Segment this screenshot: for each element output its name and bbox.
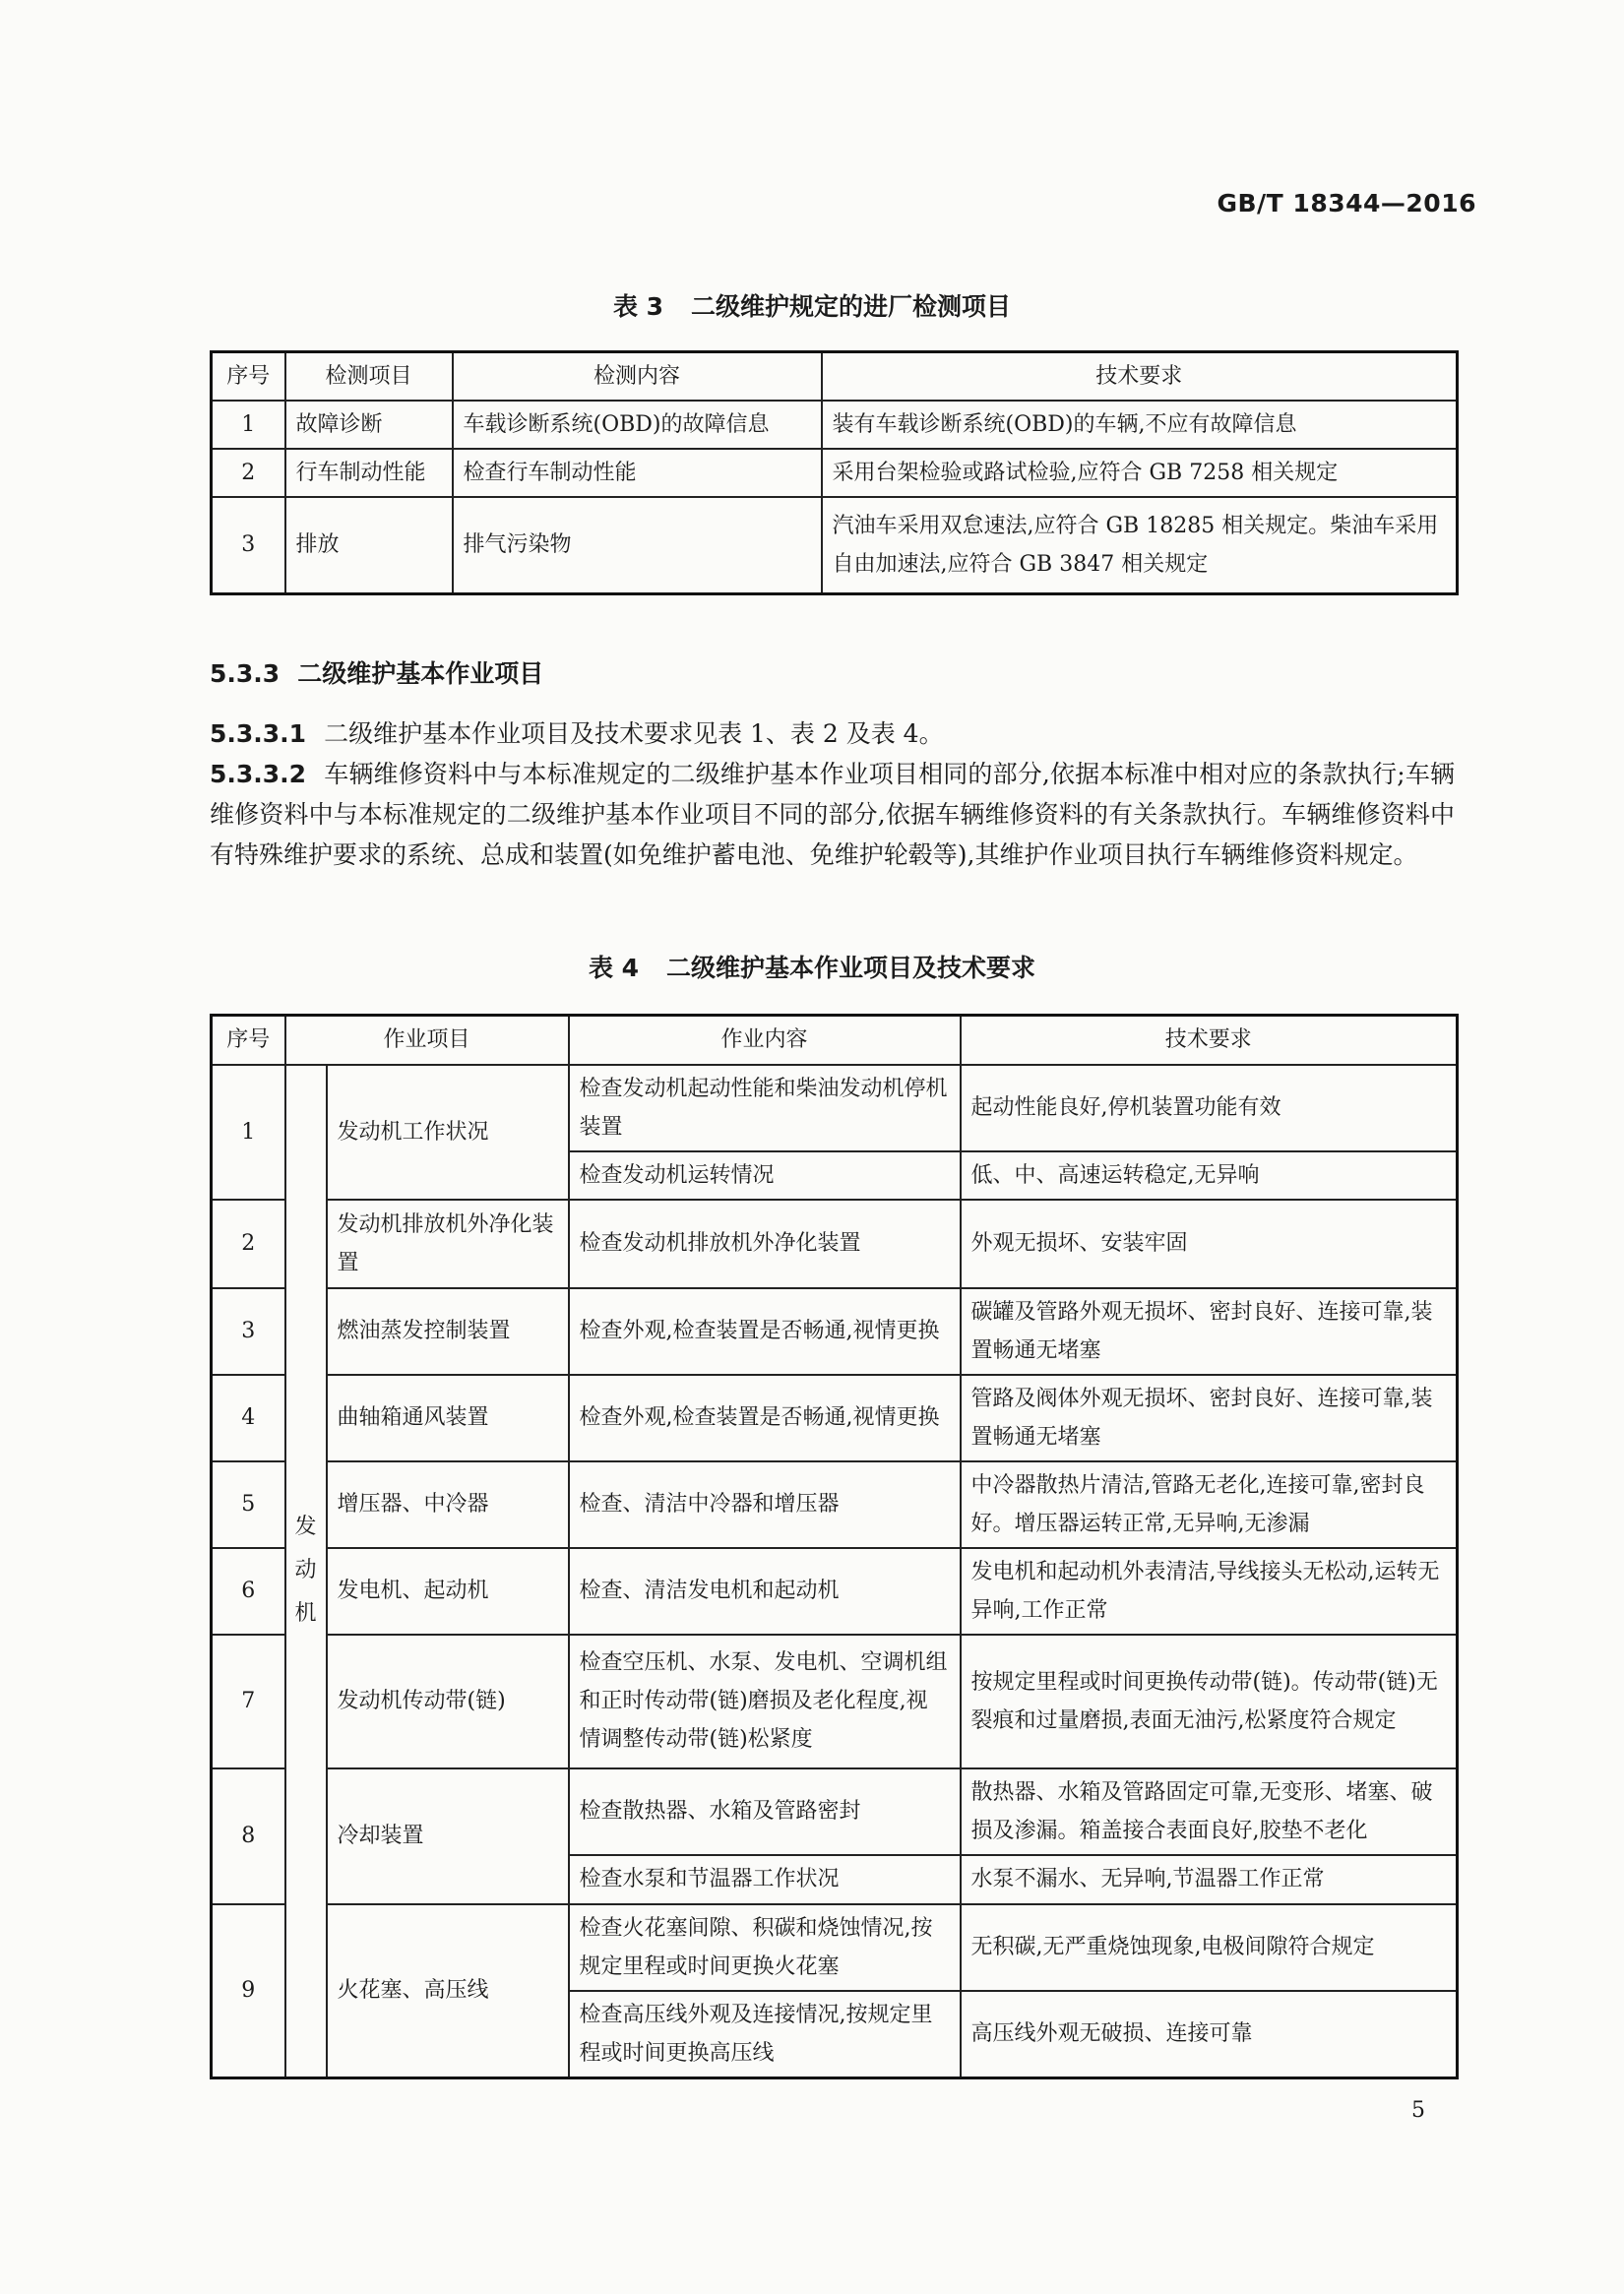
clause-number: 5.3.3.2 <box>210 760 307 788</box>
row-number: 6 <box>212 1548 285 1635</box>
tech-requirement: 装有车载诊断系统(OBD)的车辆,不应有故障信息 <box>822 401 1458 449</box>
row-number: 2 <box>212 449 285 497</box>
work-content: 检查发动机运转情况 <box>569 1151 961 1200</box>
column-header: 作业项目 <box>285 1016 569 1065</box>
work-item: 发动机传动带(链) <box>327 1635 569 1768</box>
row-number: 5 <box>212 1461 285 1548</box>
section-number: 5.3.3 <box>210 659 281 688</box>
column-header: 序号 <box>212 352 285 402</box>
category-char: 发 <box>294 1515 317 1539</box>
clause-text: 二级维护基本作业项目及技术要求见表 1、表 2 及表 4。 <box>324 719 944 748</box>
tech-requirement: 起动性能良好,停机装置功能有效 <box>961 1065 1458 1151</box>
row-number: 3 <box>212 1288 285 1375</box>
test-item: 排放 <box>285 497 453 593</box>
clause-5-3-3-2 <box>210 754 1455 875</box>
tech-requirement: 发电机和起动机外表清洁,导线接头无松动,运转无异响,工作正常 <box>961 1548 1458 1635</box>
category-char: 机 <box>294 1601 317 1626</box>
table4-number: 表 4 <box>588 954 640 982</box>
table-row <box>212 497 1458 593</box>
table4-title: 二级维护基本作业项目及技术要求 <box>666 954 1036 982</box>
row-number: 4 <box>212 1375 285 1461</box>
table3-number: 表 3 <box>612 292 664 321</box>
category-engine <box>285 1065 327 2078</box>
work-item: 曲轴箱通风装置 <box>327 1375 569 1461</box>
work-content: 检查发动机起动性能和柴油发动机停机装置 <box>569 1065 961 1151</box>
tech-requirement: 外观无损坏、安装牢固 <box>961 1200 1458 1288</box>
work-item: 燃油蒸发控制装置 <box>327 1288 569 1375</box>
column-header: 检测项目 <box>285 352 453 402</box>
work-item: 发动机工作状况 <box>327 1065 569 1200</box>
page-number: 5 <box>1411 2098 1425 2123</box>
work-content: 检查、清洁中冷器和增压器 <box>569 1461 961 1548</box>
work-item: 发动机排放机外净化装置 <box>327 1200 569 1288</box>
tech-requirement: 按规定里程或时间更换传动带(链)。传动带(链)无裂痕和过量磨损,表面无油污,松紧度符合规定 <box>961 1635 1458 1768</box>
column-header: 作业内容 <box>569 1016 961 1065</box>
table-row <box>212 1461 1458 1548</box>
column-header: 序号 <box>212 1016 285 1065</box>
test-item: 故障诊断 <box>285 401 453 449</box>
work-item: 发电机、起动机 <box>327 1548 569 1635</box>
table-row <box>212 1375 1458 1461</box>
tech-requirement: 无积碳,无严重烧蚀现象,电极间隙符合规定 <box>961 1904 1458 1991</box>
work-content: 检查外观,检查装置是否畅通,视情更换 <box>569 1288 961 1375</box>
tech-requirement: 散热器、水箱及管路固定可靠,无变形、堵塞、破损及渗漏。箱盖接合表面良好,胶垫不老化 <box>961 1768 1458 1855</box>
table-row <box>212 1904 1458 1991</box>
work-item: 冷却装置 <box>327 1768 569 1904</box>
test-content: 排气污染物 <box>453 497 822 593</box>
tech-requirement: 碳罐及管路外观无损坏、密封良好、连接可靠,装置畅通无堵塞 <box>961 1288 1458 1375</box>
section-title: 二级维护基本作业项目 <box>297 659 544 688</box>
row-number: 2 <box>212 1200 285 1288</box>
row-number: 1 <box>212 401 285 449</box>
table4-header-row <box>212 1016 1458 1065</box>
standard-code: GB/T 18344—2016 <box>1217 189 1476 217</box>
row-number: 9 <box>212 1904 285 2078</box>
work-content: 检查发动机排放机外净化装置 <box>569 1200 961 1288</box>
work-content: 检查高压线外观及连接情况,按规定里程或时间更换高压线 <box>569 1991 961 2078</box>
test-item: 行车制动性能 <box>285 449 453 497</box>
work-content: 检查火花塞间隙、积碳和烧蚀情况,按规定里程或时间更换火花塞 <box>569 1904 961 1991</box>
table3-title: 二级维护规定的进厂检测项目 <box>691 292 1012 321</box>
table3-header-row <box>212 352 1458 402</box>
clause-text: 车辆维修资料中与本标准规定的二级维护基本作业项目相同的部分,依据本标准中相对应的条款执行;车辆维修资料中与本标准规定的二级维护基本作业项目不同的部分,依据车辆维修资料的有关条款执行。车辆维修资料中有特殊维护要求的系统、总成和装置(如免维护蓄电池、免维护轮毂等),其维护作业项目执行车辆维修资料规定。 <box>210 760 1455 869</box>
row-number: 7 <box>212 1635 285 1768</box>
table-row <box>212 1200 1458 1288</box>
work-content: 检查外观,检查装置是否畅通,视情更换 <box>569 1375 961 1461</box>
table-row <box>212 449 1458 497</box>
table4-caption <box>0 949 1624 984</box>
tech-requirement: 汽油车采用双怠速法,应符合 GB 18285 相关规定。柴油车采用自由加速法,应符合 GB 3847 相关规定 <box>822 497 1458 593</box>
row-number: 1 <box>212 1065 285 1200</box>
column-header: 技术要求 <box>822 352 1458 402</box>
table3-caption <box>0 287 1624 323</box>
table4 <box>210 1014 1459 2079</box>
work-content: 检查空压机、水泵、发电机、空调机组和正时传动带(链)磨损及老化程度,视情调整传动带(链)松紧度 <box>569 1635 961 1768</box>
tech-requirement: 中冷器散热片清洁,管路无老化,连接可靠,密封良好。增压器运转正常,无异响,无渗漏 <box>961 1461 1458 1548</box>
work-item: 火花塞、高压线 <box>327 1904 569 2078</box>
table-row <box>212 1635 1458 1768</box>
table-row <box>212 1548 1458 1635</box>
tech-requirement: 采用台架检验或路试检验,应符合 GB 7258 相关规定 <box>822 449 1458 497</box>
row-number: 8 <box>212 1768 285 1904</box>
work-content: 检查水泵和节温器工作状况 <box>569 1855 961 1904</box>
section-heading <box>210 653 1455 694</box>
table-row <box>212 401 1458 449</box>
row-number: 3 <box>212 497 285 593</box>
work-content: 检查、清洁发电机和起动机 <box>569 1548 961 1635</box>
table-row <box>212 1288 1458 1375</box>
tech-requirement: 低、中、高速运转稳定,无异响 <box>961 1151 1458 1200</box>
table-row <box>212 1768 1458 1855</box>
clause-5-3-3-1 <box>210 713 1455 754</box>
tech-requirement: 高压线外观无破损、连接可靠 <box>961 1991 1458 2078</box>
table3 <box>210 350 1459 595</box>
test-content: 检查行车制动性能 <box>453 449 822 497</box>
category-char: 动 <box>294 1558 317 1582</box>
test-content: 车载诊断系统(OBD)的故障信息 <box>453 401 822 449</box>
clause-number: 5.3.3.1 <box>210 719 307 748</box>
table-row <box>212 1065 1458 1151</box>
column-header: 技术要求 <box>961 1016 1458 1065</box>
tech-requirement: 管路及阀体外观无损坏、密封良好、连接可靠,装置畅通无堵塞 <box>961 1375 1458 1461</box>
column-header: 检测内容 <box>453 352 822 402</box>
work-item: 增压器、中冷器 <box>327 1461 569 1548</box>
work-content: 检查散热器、水箱及管路密封 <box>569 1768 961 1855</box>
tech-requirement: 水泵不漏水、无异响,节温器工作正常 <box>961 1855 1458 1904</box>
